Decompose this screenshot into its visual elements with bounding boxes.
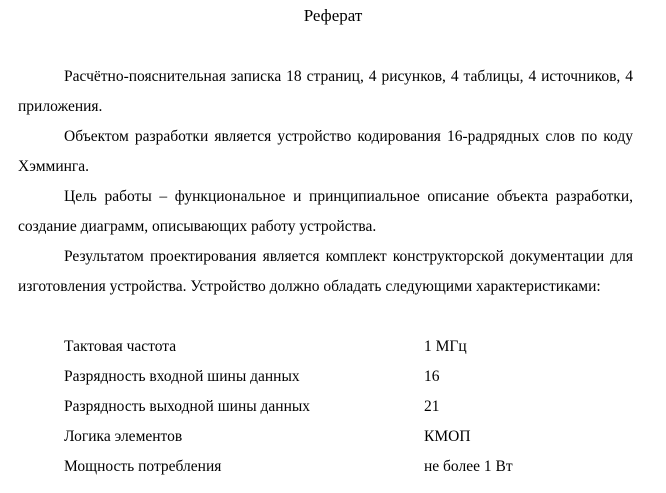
spec-value: КМОП xyxy=(424,428,471,445)
specs-list xyxy=(64,332,644,482)
spec-name: Разрядность выходной шины данных xyxy=(64,398,311,415)
spec-name: Тактовая частота xyxy=(64,338,177,355)
document-title: Реферат xyxy=(303,6,363,25)
paragraph-goal: Цель работы – функциональное и принципиальное описание объекта разработки, создание диаграмм, описывающих работу устройства. xyxy=(18,188,633,235)
spec-row-power xyxy=(64,452,644,482)
spec-row-input-bus xyxy=(64,362,644,392)
spec-value: 1 МГц xyxy=(424,338,467,355)
paragraph-object: Объектом разработки является устройство кодирования 16-радрядных слов по коду Хэмминга. xyxy=(18,128,633,175)
spec-value: не более 1 Вт xyxy=(424,458,513,475)
spec-name: Разрядность входной шины данных xyxy=(64,368,300,385)
spec-name: Мощность потребления xyxy=(64,458,222,475)
spec-row-output-bus xyxy=(64,392,644,422)
spec-value: 21 xyxy=(424,398,440,415)
spec-row-clock xyxy=(64,332,644,362)
spec-row-logic xyxy=(64,422,644,452)
paragraph-volume: Расчётно-пояснительная записка 18 страниц, 4 рисунков, 4 таблицы, 4 источников, 4 приложения. xyxy=(18,68,633,115)
paragraph-result: Результатом проектирования является комплект конструкторской документации для изготовления устройства. Устройство должно обладать следующими характеристиками: xyxy=(18,248,633,295)
spec-value: 16 xyxy=(424,368,440,385)
spec-name: Логика элементов xyxy=(64,428,183,445)
